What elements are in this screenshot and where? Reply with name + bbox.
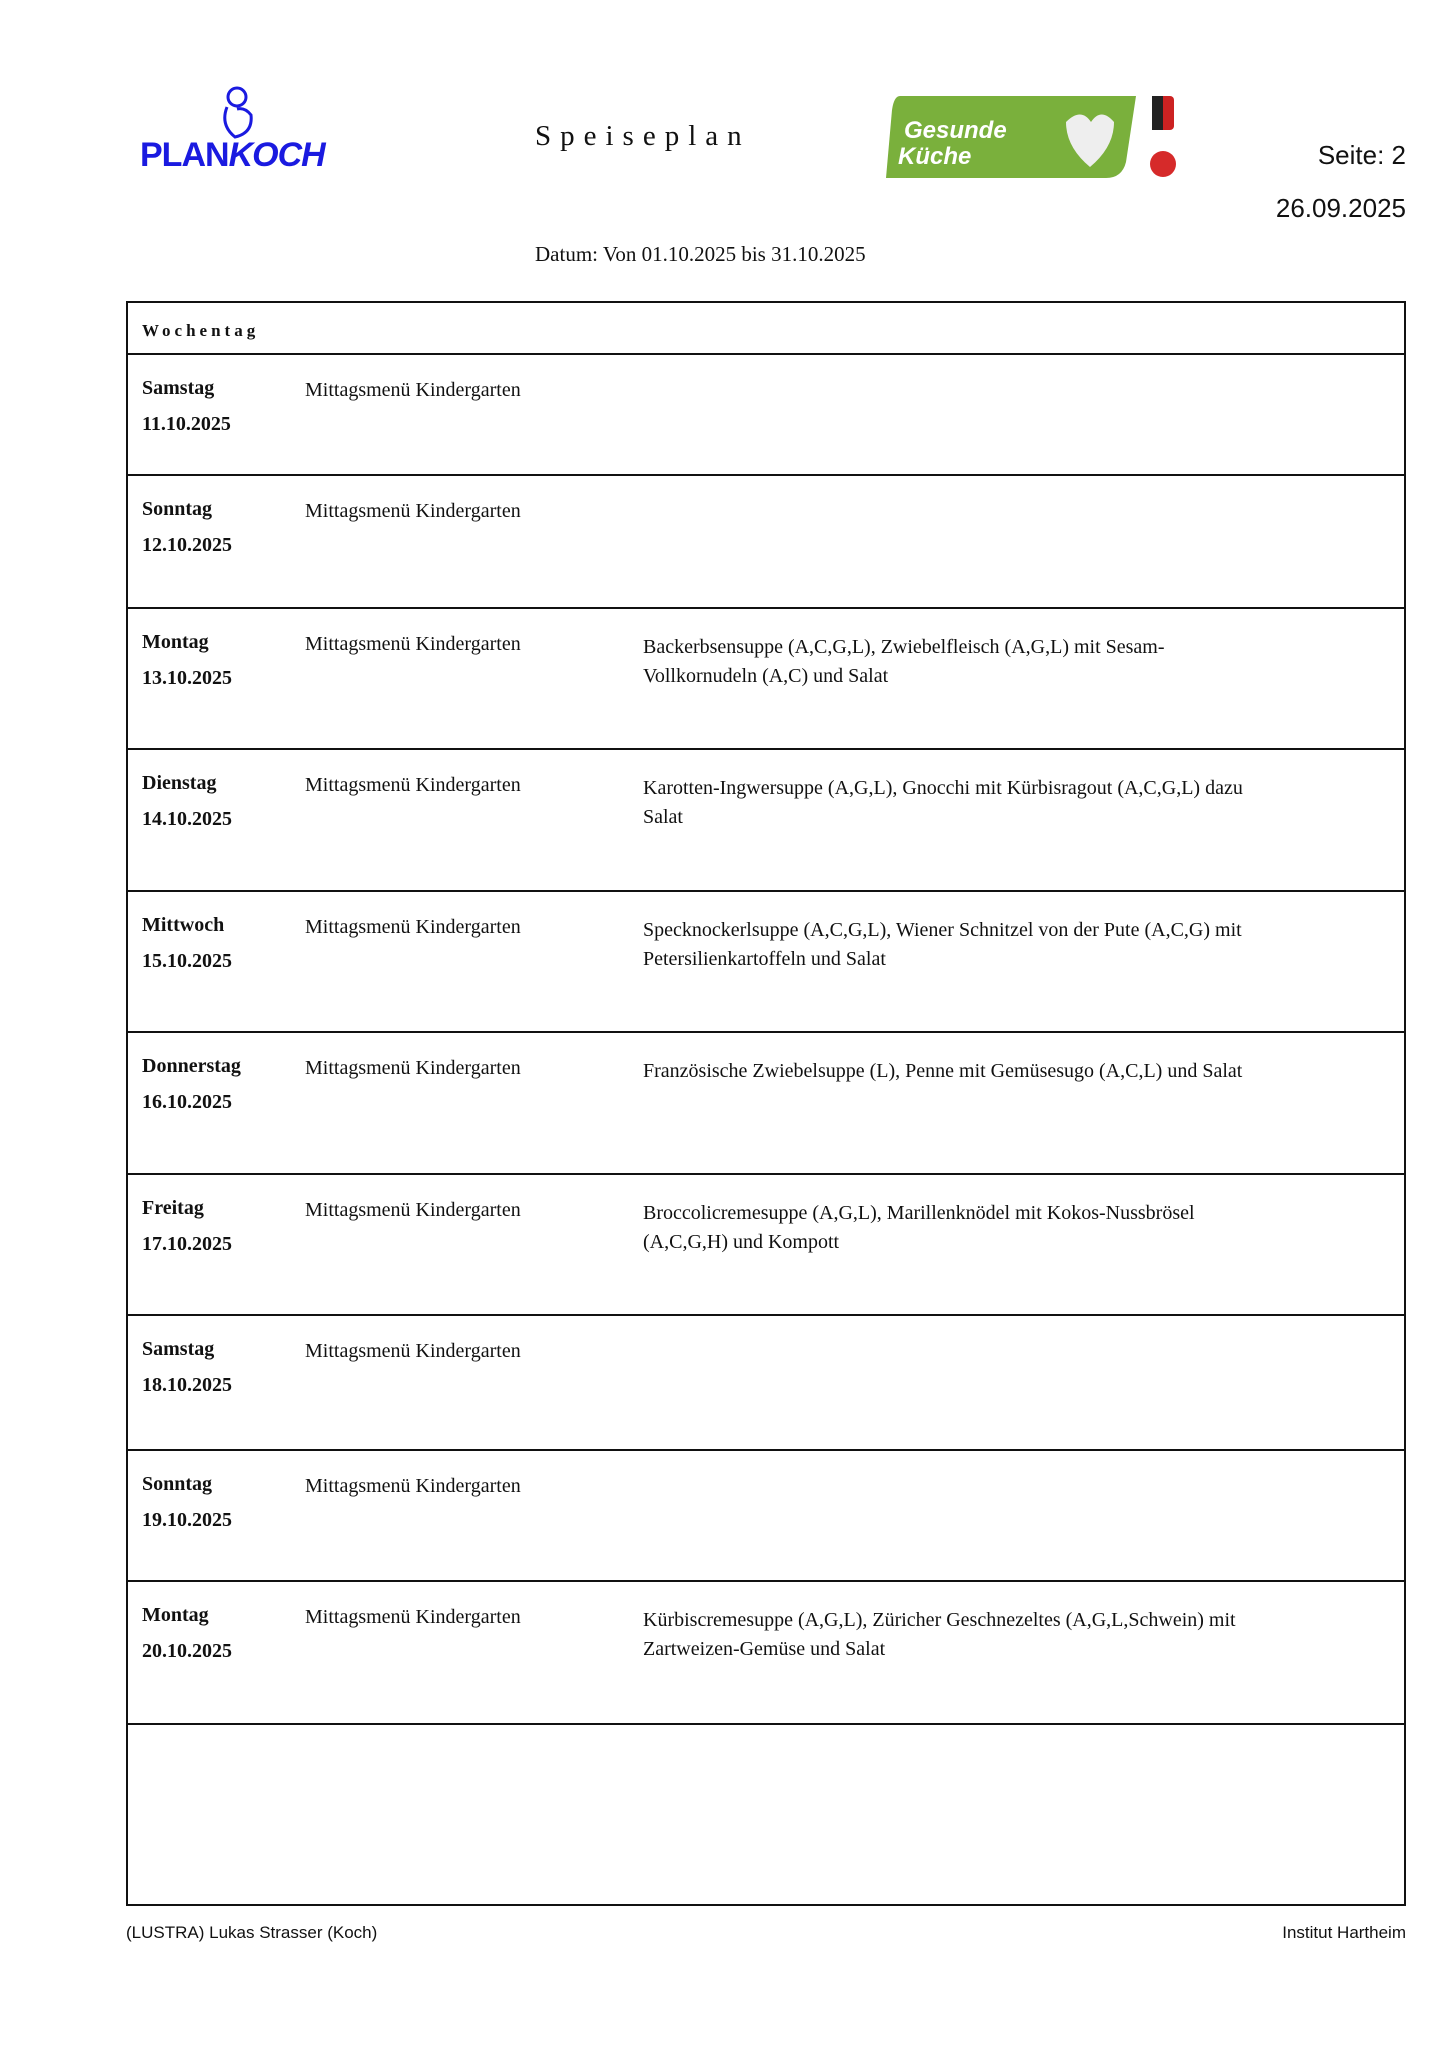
row-date: 11.10.2025	[142, 413, 231, 435]
row-day: Sonntag	[142, 1473, 213, 1495]
row-date: 18.10.2025	[142, 1374, 232, 1396]
table-row	[128, 1316, 1404, 1451]
row-menu-type: Mittagsmenü Kindergarten	[305, 379, 521, 401]
row-date: 13.10.2025	[142, 667, 232, 689]
table-row	[128, 476, 1404, 609]
table-row	[128, 892, 1404, 1033]
row-description: Specknockerlsuppe (A,C,G,L), Wiener Schnitzel von der Pute (A,C,G) mit Petersilienkartoffeln und Salat	[643, 919, 1242, 970]
row-day: Montag	[142, 631, 209, 653]
row-menu-type: Mittagsmenü Kindergarten	[305, 1475, 521, 1497]
row-date: 19.10.2025	[142, 1509, 232, 1531]
row-date: 20.10.2025	[142, 1640, 232, 1662]
row-day: Samstag	[142, 377, 215, 399]
row-day: Dienstag	[142, 772, 217, 794]
row-date: 15.10.2025	[142, 950, 232, 972]
footer-author: (LUSTRA) Lukas Strasser (Koch)	[126, 1923, 378, 1942]
coat-of-arms-icons	[1148, 92, 1178, 177]
row-menu-type: Mittagsmenü Kindergarten	[305, 1057, 521, 1079]
column-header-wochentag: Wochentag	[142, 321, 260, 340]
row-day: Freitag	[142, 1197, 204, 1219]
row-description: Karotten-Ingwersuppe (A,G,L), Gnocchi mit Kürbisragout (A,C,G,L) dazu Salat	[643, 777, 1243, 828]
plankoch-logo-text: PLANKOCH	[140, 136, 325, 174]
table-row	[128, 1582, 1404, 1725]
row-menu-type: Mittagsmenü Kindergarten	[305, 1340, 521, 1362]
row-description: Broccolicremesuppe (A,G,L), Marillenknödel mit Kokos-Nussbrösel (A,C,G,H) und Kompott	[643, 1202, 1195, 1253]
row-menu-type: Mittagsmenü Kindergarten	[305, 916, 521, 938]
row-menu-type: Mittagsmenü Kindergarten	[305, 1606, 521, 1628]
table-header	[128, 303, 1404, 355]
row-date: 17.10.2025	[142, 1233, 232, 1255]
table-row	[128, 609, 1404, 750]
table-row	[128, 1175, 1404, 1316]
row-description: Kürbiscremesuppe (A,G,L), Züricher Geschnezeltes (A,G,L,Schwein) mit Zartweizen-Gemüse und Salat	[643, 1609, 1236, 1660]
row-day: Montag	[142, 1604, 209, 1626]
table-row	[128, 750, 1404, 892]
row-menu-type: Mittagsmenü Kindergarten	[305, 500, 521, 522]
date-range: Datum: Von 01.10.2025 bis 31.10.2025	[535, 242, 866, 266]
row-date: 14.10.2025	[142, 808, 232, 830]
gk-logo-line1: Gesunde	[904, 117, 1007, 144]
gk-logo-line2: Küche	[898, 143, 972, 170]
gesunde-kueche-logo	[886, 92, 1141, 182]
row-menu-type: Mittagsmenü Kindergarten	[305, 774, 521, 796]
page-number: Seite: 2	[1317, 140, 1406, 170]
page-title: Speiseplan	[535, 120, 751, 152]
row-date: 12.10.2025	[142, 534, 232, 556]
row-date: 16.10.2025	[142, 1091, 232, 1113]
row-menu-type: Mittagsmenü Kindergarten	[305, 1199, 521, 1221]
table-row	[128, 1451, 1404, 1582]
row-day: Donnerstag	[142, 1055, 241, 1077]
row-day: Samstag	[142, 1338, 215, 1360]
print-date: 26.09.2025	[1275, 193, 1406, 223]
row-day: Sonntag	[142, 498, 213, 520]
plankoch-logo	[140, 85, 340, 175]
footer-institution: Institut Hartheim	[1282, 1923, 1406, 1942]
row-description: Französische Zwiebelsuppe (L), Penne mit Gemüsesugo (A,C,L) und Salat	[643, 1060, 1243, 1082]
row-description: Backerbsensuppe (A,C,G,L), Zwiebelfleisch (A,G,L) mit Sesam-Vollkornudeln (A,C) und Salat	[643, 636, 1165, 687]
row-menu-type: Mittagsmenü Kindergarten	[305, 633, 521, 655]
menu-table	[126, 301, 1406, 1906]
row-day: Mittwoch	[142, 914, 225, 936]
table-row	[128, 1033, 1404, 1175]
table-row	[128, 355, 1404, 476]
